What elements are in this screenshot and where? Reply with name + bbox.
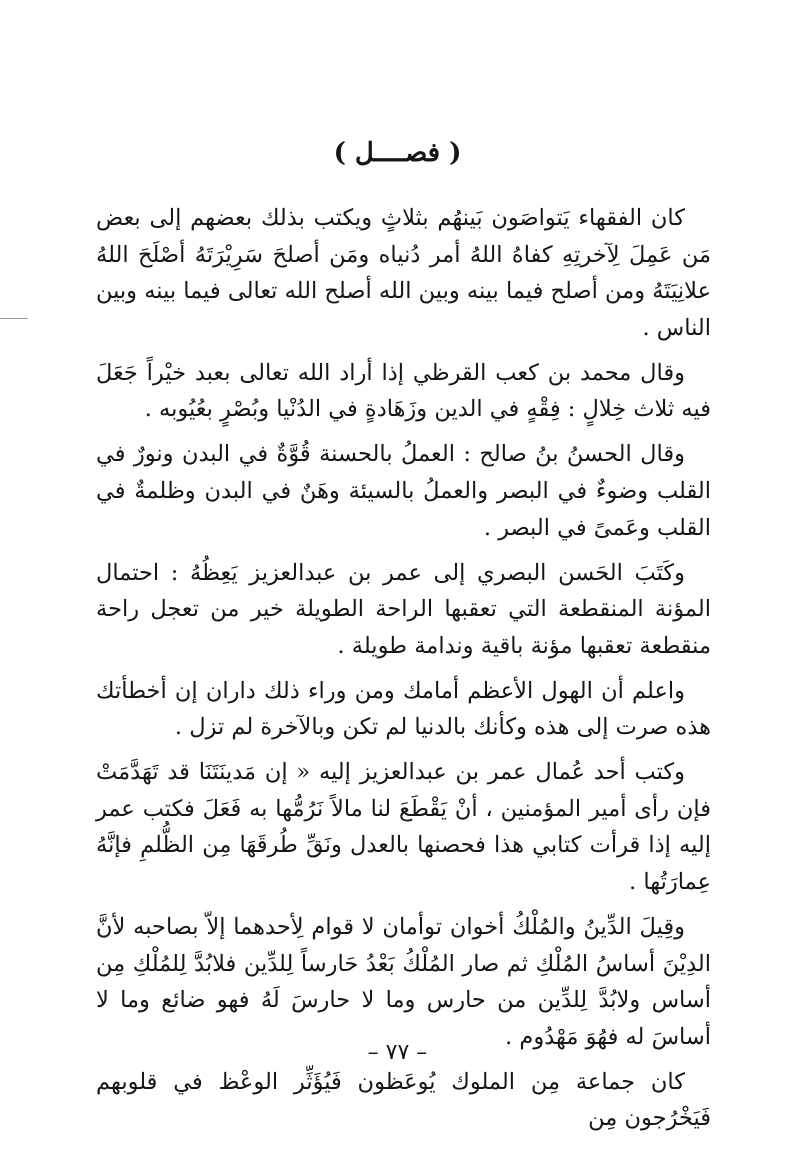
body-text <box>96 200 711 1145</box>
section-heading: ( فصــــل ) <box>333 138 462 168</box>
page-number: – ٧٧ – <box>367 1040 428 1065</box>
paragraph-hasan-ibn-salih-quote: وقال الحسنُ بنُ صالح : العملُ بالحسنة قُوَّةٌ في البدن ونورٌ في القلب وضوءٌ في البصر والعملُ بالسيئة وهَنٌ في البدن وظلمةٌ في القلب وعَمىً في البصر . <box>96 441 711 541</box>
paragraph-kings-admonished: كان جماعة مِن الملوك يُوعَظون فَيُؤَثِّر الوعْظ في قلوبهم فَيَخْرُجون مِن <box>96 1068 711 1132</box>
scan-edge-mark <box>0 318 28 319</box>
paragraph-qurazi-quote: وقال محمد بن كعب القرظي إذا أراد الله تعالى بعبد خيْراً جَعَلَ فيه ثلاث خِلالٍ : فِقْهٍ في الدين وزَهَادةٍ في الدُنْيا وبُصْرٍ بعُيُوبه . <box>96 359 711 423</box>
paragraph-great-terror: واعلم أن الهول الأعظم أمامك ومن وراء ذلك داران إن أخطأتك هذه صرت إلى هذه وكأنك بالدنيا لم تكن وبالآخرة لم تزل . <box>96 677 711 741</box>
paragraph-hasan-basri-letter: وكَتَبَ الحَسن البصري إلى عمر بن عبدالعزيز يَعِظُهُ : احتمال المؤنة المنقطعة التي تعقبها الراحة الطويلة خير من تعجل راحة منقطعة تعقبها مؤنة باقية وندامة طويلة . <box>96 559 711 659</box>
paragraph-umar-governor-letter: وكتب أحد عُمال عمر بن عبدالعزيز إليه « إن مَدينَتَنَا قد تَهَدَّمَتْ فإن رأى أمير المؤمنين ، أنْ يَقْطَعَ لنا مالاً نَرُمُّها به فَعَلَ فكتب عمر إليه إذا قرأت كتابي هذا فحصنها بالعدل ونَقِّ طُرقَهَا مِن الظُّلمِ فإنَّهُ عِمارَتُها . <box>96 759 711 896</box>
paragraph-religion-and-kingship: وقِيلَ الدِّينُ والمُلْكُ أخوان توأمان لا قوام لِأحدهما إلاّ بصاحبه لأنَّ الدِيْنَ أساسُ المُلْكِ ثم صار المُلْكُ بَعْدُ حَارساً لِلدِّين فلابُدَّ لِلمُلْكِ مِن أساس ولابُدَّ لِلدِّين من حارس وما لا حارسَ لَهُ فهو ضائع وما لا أساسَ له فهُوَ مَهْدُوم . <box>96 914 711 1050</box>
paragraph-scholars-advice: كان الفقهاء يَتواصَون بَينهُم بثلاثٍ ويكتب بذلك بعضهم إلى بعض مَن عَمِلَ لِآخرتِهِ كفاهُ اللهُ أمر دُنياه ومَن أصلحَ سَرِيْرَتَهُ أصْلَحَ اللهُ علانِيَتَهُ ومن أصلح فيما بينه وبين الله أصلح الله تعالى فيما بينه وبين الناس . <box>96 205 711 341</box>
